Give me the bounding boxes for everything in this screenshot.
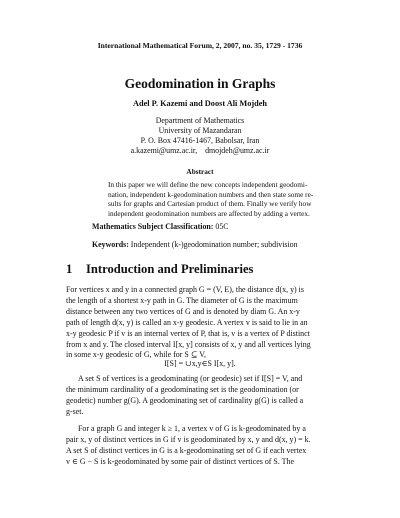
journal-header: International Mathematical Forum, 2, 2007, no. 35, 1729 - 1736 <box>97 41 303 50</box>
affiliation-line: University of Mazandaran <box>158 126 242 135</box>
affiliation-line: P. O. Box 47416-1467, Babolsar, Iran <box>140 136 260 145</box>
abstract-line: In this paper we will define the new concepts independent geodomi- <box>108 180 308 189</box>
section-title: Introduction and Preliminaries <box>86 262 254 276</box>
text-line: geodetic) number g(G). A geodominating set of cardinality g(G) is called a <box>66 395 304 405</box>
keywords-value: Independent (k-)geodomination number; subdivision <box>128 240 298 249</box>
abstract-line: sults for graphs and Cartesian product of them. Finally we verify how <box>108 199 312 209</box>
section-number: 1 <box>66 262 73 276</box>
msc-value: 05C <box>213 222 229 231</box>
text-line: in some x-y geodesic of G, while for S ⊆ V, <box>66 350 206 360</box>
affiliation-line: Department of Mathematics <box>155 116 245 125</box>
text-line: pair x, y of distinct vertices in G if v is geodominated by x, y and d(x, y) = k. <box>66 434 311 444</box>
msc-label: Mathematics Subject Classification: <box>92 222 214 231</box>
text-line: A set S of distinct vertices in G is a k-geodominating set of G if each vertex <box>66 445 307 455</box>
equation: I[S] = ∪x,y∈S I[x, y]. <box>164 359 236 368</box>
text-line: For a graph G and integer k ≥ 1, a vertex v of G is k-geodominated by a <box>78 424 306 433</box>
keywords <box>92 240 298 249</box>
text-line: For vertices x and y in a connected graph G = (V, E), the distance d(x, y) is <box>66 285 304 294</box>
keywords-label: Keywords: <box>92 240 129 249</box>
text-line: g-set. <box>66 406 84 416</box>
text-line: distance between any two vertices of G and is denoted by diam G. An x-y <box>66 306 300 316</box>
text-line: the length of a shortest x-y path in G. The diameter of G is the maximum <box>66 295 298 305</box>
affiliation <box>0 116 400 156</box>
text-line: from x and y. The closed interval I[x, y] consists of x, y and all vertices lying <box>66 339 311 349</box>
section-heading <box>66 262 253 277</box>
author-emails: a.kazemi@umz.ac.ir, dmojdeh@umz.ac.ir <box>130 146 270 155</box>
text-line: x-y geodesic P if v is an internal vertex of P, that is, v is a vertex of P distinct <box>66 328 310 338</box>
text-line: path of length d(x, y) is called an x-y geodesic. A vertex v is said to lie in an <box>66 317 308 327</box>
abstract-line: nation, independent k-geodomination numbers and then state some re- <box>108 189 314 199</box>
abstract-line: independent geodomination numbers are affected by adding a vertex. <box>108 208 310 218</box>
subject-classification <box>92 222 229 231</box>
text-line: v ∈ G − S is k-geodominated by some pair of distinct vertices of S. The <box>66 456 295 466</box>
paragraph-3 <box>66 424 336 468</box>
text-line: A set S of vertices is a geodominating (or geodesic) set if I[S] = V, and <box>78 374 303 383</box>
abstract-heading: Abstract <box>186 167 214 176</box>
paragraph-1 <box>66 285 336 361</box>
authors: Adel P. Kazemi and Doost Ali Mojdeh <box>132 99 268 108</box>
paper-title: Geodomination in Graphs <box>124 76 276 91</box>
abstract-text <box>108 180 314 218</box>
text-line: the minimum cardinality of a geodominating set is the geodomination (or <box>66 384 299 394</box>
paragraph-2 <box>66 374 336 418</box>
